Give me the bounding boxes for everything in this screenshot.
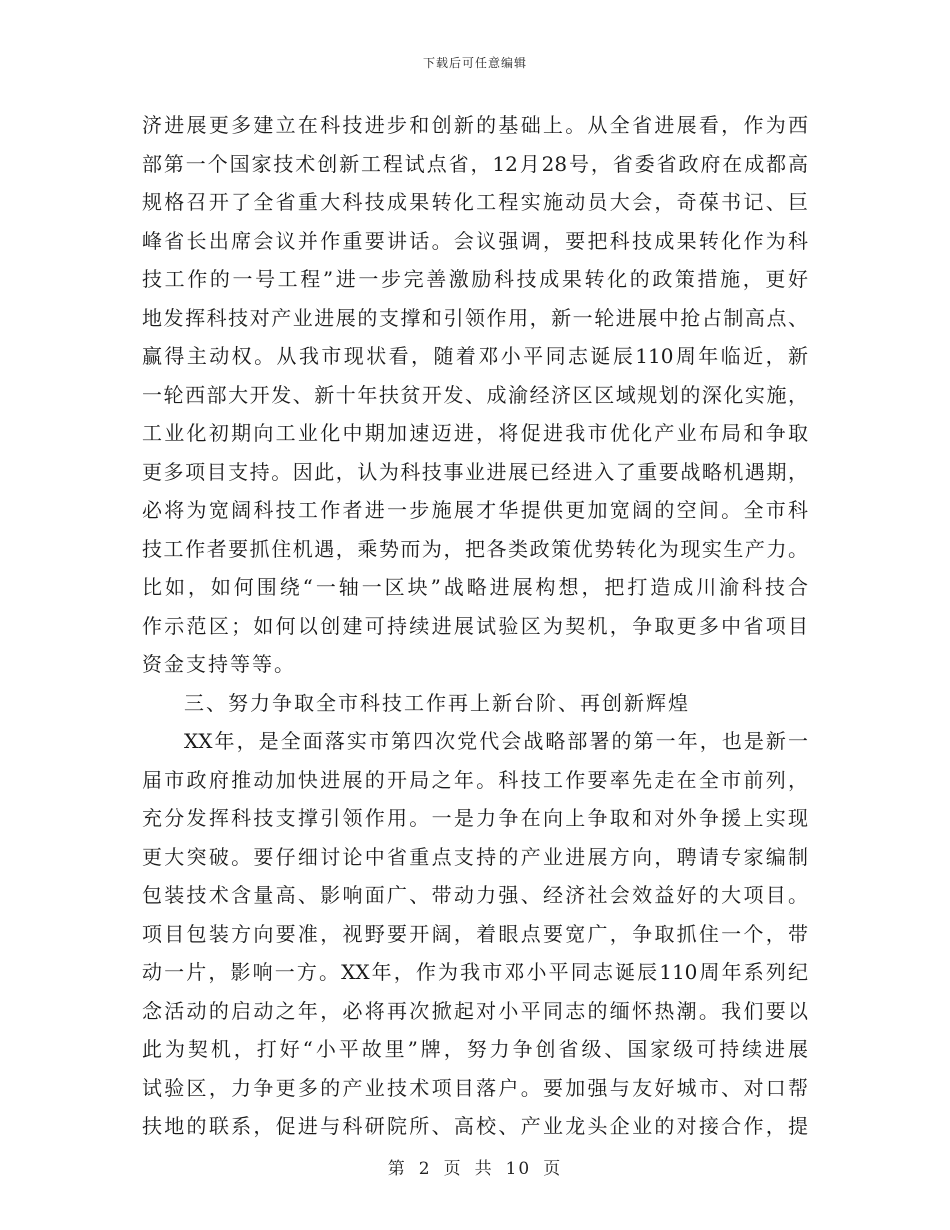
footer-label-page: 页 xyxy=(443,1159,463,1179)
text-line: 技工作的一号工程”进一步完善激励科技成果转化的政策措施，更好 xyxy=(142,267,808,291)
text-line: 更大突破。要仔细讨论中省重点支持的产业进展方向，聘请专家编制 xyxy=(142,844,808,869)
section-heading: 三、努力争取全市科技工作再上新台阶、再创新辉煌 xyxy=(184,690,690,715)
text-line: 工业化初期向工业化中期加速迈进，将促进我市优化产业布局和争取 xyxy=(142,421,808,445)
total-pages-number: 10 xyxy=(505,1159,532,1179)
text-line: 包装技术含量高、影响面广、带动力强、经济社会效益好的大项目。 xyxy=(142,883,808,907)
text-line: 必将为宽阔科技工作者进一步施展才华提供更加宽阔的空间。全市科 xyxy=(142,498,808,522)
text-line: 届市政府推动加快进展的开局之年。科技工作要率先走在全市前列， xyxy=(142,767,808,792)
text-line: 济进展更多建立在科技进步和创新的基础上。从全省进展看，作为西 xyxy=(142,113,808,137)
footer-label-total: 共 xyxy=(474,1159,494,1179)
text-line: 动一片，影响一方。XX年，作为我市邓小平同志诞辰110周年系列纪 xyxy=(142,960,808,984)
footer-label-suffix: 页 xyxy=(543,1159,563,1179)
text-line: 比如，如何围绕“一轴一区块”战略进展构想，把打造成川渝科技合 xyxy=(142,575,808,599)
text-line: 念活动的启动之年，必将再次掀起对小平同志的缅怀热潮。我们要以 xyxy=(142,998,808,1023)
body-text xyxy=(142,106,808,1146)
text-line: 技工作者要抓住机遇，乘势而为，把各类政策优势转化为现实生产力。 xyxy=(142,536,808,561)
page-header: 下载后可任意编辑 xyxy=(422,56,527,70)
text-line: 部第一个国家技术创新工程试点省，12月28号，省委省政府在成都高 xyxy=(142,151,808,176)
text-line: 赢得主动权。从我市现状看，随着邓小平同志诞辰110周年临近，新 xyxy=(142,344,808,368)
text-line: 扶地的联系，促进与科研院所、高校、产业龙头企业的对接合作，提 xyxy=(142,1114,808,1138)
text-line: 充分发挥科技支撑引领作用。一是力争在向上争取和对外争援上实现 xyxy=(142,806,808,830)
text-line: 资金支持等等。 xyxy=(142,652,296,676)
text-line: 峰省长出席会议并作重要讲话。会议强调，要把科技成果转化作为科 xyxy=(142,228,808,253)
text-line: 规格召开了全省重大科技成果转化工程实施动员大会，奇葆书记、巨 xyxy=(142,190,808,214)
page-number-footer xyxy=(0,1154,950,1179)
text-line: 试验区，力争更多的产业技术项目落户。要加强与友好城市、对口帮 xyxy=(142,1075,808,1100)
text-line: XX年，是全面落实市第四次党代会战略部署的第一年，也是新一 xyxy=(184,729,808,753)
text-line: 一轮西部大开发、新十年扶贫开发、成渝经济区区域规划的深化实施， xyxy=(142,382,808,407)
text-line: 地发挥科技对产业进展的支撑和引领作用，新一轮进展中抢占制高点、 xyxy=(142,305,808,330)
text-line: 作示范区；如何以创建可持续进展试验区为契机，争取更多中省项目 xyxy=(142,613,808,638)
footer-label-prefix: 第 xyxy=(387,1159,407,1179)
text-line: 此为契机，打好“小平故里”牌，努力争创省级、国家级可持续进展 xyxy=(142,1037,808,1061)
current-page-number: 2 xyxy=(418,1159,432,1179)
text-line: 更多项目支持。因此，认为科技事业进展已经进入了重要战略机遇期， xyxy=(142,459,808,484)
text-line: 项目包装方向要准，视野要开阔，着眼点要宽广，争取抓住一个，带 xyxy=(142,921,808,946)
